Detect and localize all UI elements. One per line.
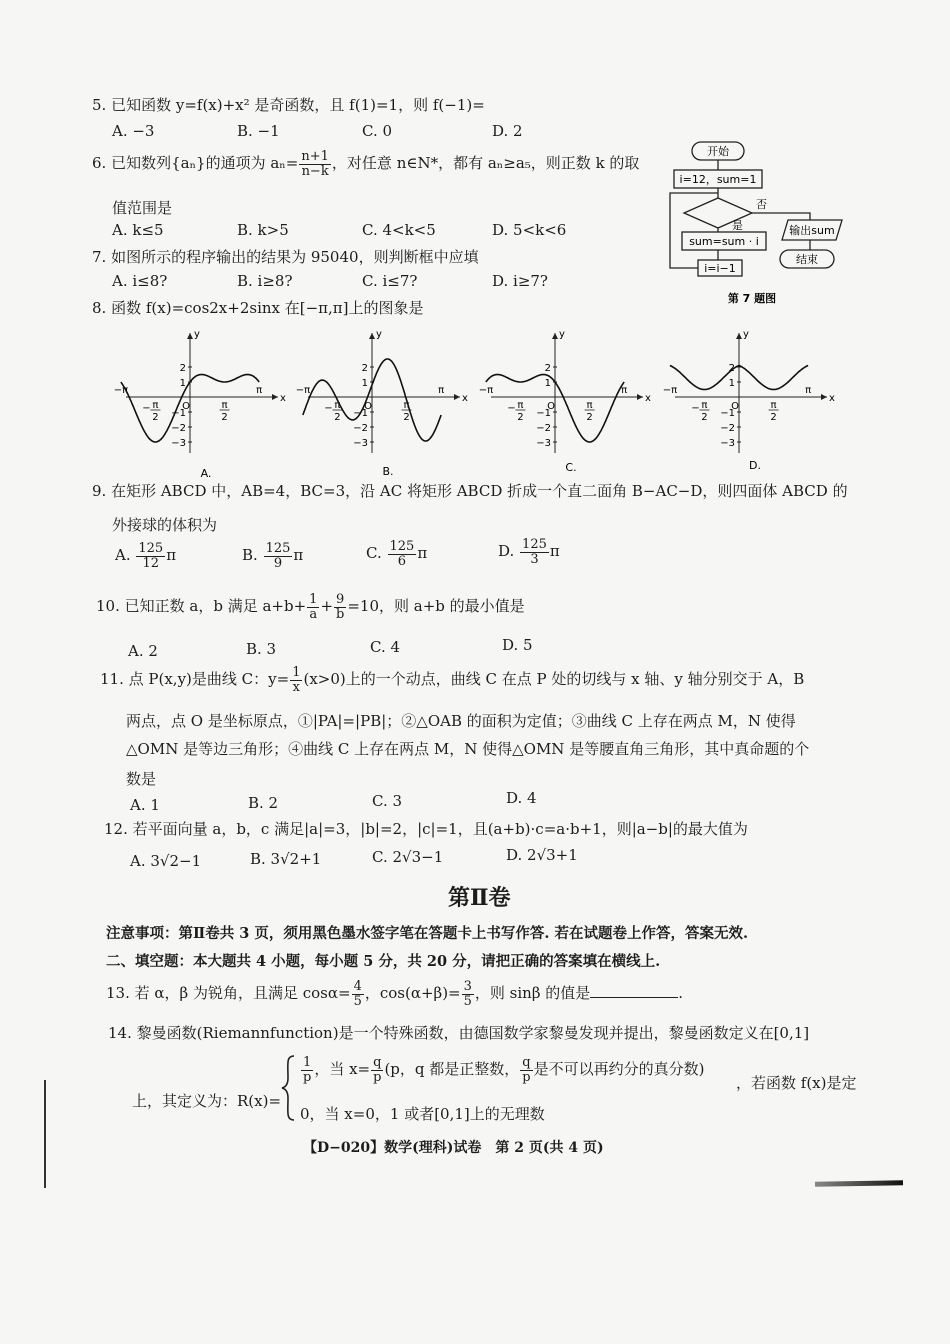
- q11-option-d: D. 4: [506, 789, 537, 807]
- q6-stem: 6. 已知数列{aₙ}的通项为 aₙ= $\frac{n+1}{n-k}$ ，对任意 n∈N*，都有 aₙ≥a₅，则正数 k 的取: [92, 149, 640, 179]
- q12-option-c: C. 2√3−1: [372, 848, 444, 866]
- x-axis-label: x: [829, 393, 835, 404]
- x-arrow-icon: [821, 394, 827, 400]
- y-tick-label: 2: [179, 363, 186, 374]
- y-axis-label: y: [194, 329, 200, 340]
- y-arrow-icon: [369, 333, 375, 339]
- graph-d: [662, 325, 842, 480]
- y-tick-label: −3: [720, 438, 735, 449]
- q10-option-c: C. 4: [370, 638, 401, 656]
- y-tick-label: −1: [536, 408, 551, 419]
- x-axis-label: x: [462, 393, 468, 404]
- y-tick-label: −2: [171, 423, 186, 434]
- y-tick-label: 1: [179, 378, 186, 389]
- flowchart-end-label: 结束: [796, 253, 818, 266]
- tick-neg-half-pi-sign: −: [142, 403, 151, 414]
- q5-option-b: B. −1: [237, 122, 280, 140]
- tick-neg-pi: −π: [478, 385, 494, 396]
- y-tick-label: −3: [536, 438, 551, 449]
- tick-neg-half-pi-num: π: [701, 400, 708, 411]
- y-tick-label: −2: [353, 423, 368, 434]
- flowchart-no-label: 否: [756, 198, 767, 211]
- tick-half-pi-den: 2: [221, 412, 228, 423]
- tick-neg-half-pi-den: 2: [517, 412, 524, 423]
- y-tick-label: −3: [171, 438, 186, 449]
- x-arrow-icon: [637, 394, 643, 400]
- q12-stem: 12. 若平面向量 a，b，c 满足|a|=3，|b|=2，|c|=1，且(a+b)·c=a·b+1，则|a−b|的最大值为: [104, 820, 748, 838]
- tick-neg-half-pi-den: 2: [334, 412, 341, 423]
- y-axis-label: y: [743, 329, 749, 340]
- q5-option-c: C. 0: [362, 122, 393, 140]
- q12-option-a: A. 3√2−1: [130, 852, 202, 870]
- graph-b-label: B.: [382, 465, 394, 478]
- q7-option-a: A. i≤8?: [112, 272, 168, 290]
- x-axis-label: x: [280, 393, 286, 404]
- y-tick-label: 1: [728, 378, 735, 389]
- q13-answer-blank[interactable]: [590, 983, 678, 998]
- graph-d-label: D.: [749, 459, 761, 472]
- tick-neg-half-pi-sign: −: [507, 403, 516, 414]
- origin-label: O: [364, 401, 372, 412]
- q11-line3: △OMN 是等边三角形；④曲线 C 上存在两点 M，N 使得△OMN 是等腰直角三角形，其中真命题的个: [126, 740, 810, 758]
- origin-label: O: [182, 401, 190, 412]
- flowchart-init-label: i=12，sum=1: [679, 173, 757, 186]
- x-arrow-icon: [272, 394, 278, 400]
- q12-option-b: B. 3√2+1: [250, 850, 322, 868]
- q12-option-d: D. 2√3+1: [506, 846, 578, 864]
- q11-option-c: C. 3: [372, 792, 403, 810]
- q7-stem: 7. 如图所示的程序输出的结果为 95040，则判断框中应填: [92, 248, 479, 266]
- q10-stem: 10. 已知正数 a，b 满足 a+b+ $\frac{1}{a}$ + $\frac{9}{b}$ =10，则 a+b 的最小值是: [96, 592, 525, 622]
- flowchart-step-label: i=i−1: [704, 262, 736, 275]
- tick-neg-pi: −π: [662, 385, 678, 396]
- scan-edge-mark: [815, 1180, 903, 1187]
- tick-pi: π: [621, 385, 628, 396]
- q9-option-a: A. $\frac{125}{12}$ π: [115, 541, 177, 571]
- flowchart-body-label: sum=sum · i: [689, 235, 759, 248]
- q14-line1: 14. 黎曼函数(Riemannfunction)是一个特殊函数，由德国数学家黎曼发现并提出，黎曼函数定义在[0,1]: [108, 1024, 810, 1042]
- section-heading: 二、填空题：本大题共 4 小题，每小题 5 分，共 20 分，请把正确的答案填在横线上.: [106, 953, 661, 970]
- q10-option-b: B. 3: [246, 640, 277, 658]
- part2-title: 第Ⅱ卷: [448, 885, 511, 911]
- q11-line2: 两点，点 O 是坐标原点，①|PA|=|PB|；②△OAB 的面积为定值；③曲线 C 上存在两点 M，N 使得: [126, 712, 796, 730]
- y-arrow-icon: [736, 333, 742, 339]
- q6-fraction: $\frac{n+1}{n-k}$: [301, 149, 329, 179]
- part2-notice: 注意事项：第Ⅱ卷共 3 页，须用黑色墨水签字笔在答题卡上书写作答. 若在试题卷上作答，答案无效.: [106, 925, 749, 942]
- graph-b: [295, 325, 475, 480]
- q14-tail: ，若函数 f(x)是定: [736, 1074, 857, 1092]
- y-arrow-icon: [187, 333, 193, 339]
- scan-edge-mark: [44, 1080, 46, 1188]
- q10-option-d: D. 5: [502, 636, 533, 654]
- q14-lead: 上，其定义为：R(x)=: [132, 1092, 282, 1110]
- y-tick-label: −2: [720, 423, 735, 434]
- q11-option-b: B. 2: [248, 794, 279, 812]
- flowchart-yes-label: 是: [732, 219, 743, 232]
- q7-option-d: D. i≥7?: [492, 272, 548, 290]
- y-axis-label: y: [559, 329, 565, 340]
- q9-stem-cont: 外接球的体积为: [112, 516, 218, 534]
- y-tick-label: −1: [353, 408, 368, 419]
- graph-a-label: A.: [200, 467, 212, 480]
- q6-option-d: D. 5<k<6: [492, 221, 567, 239]
- tick-neg-half-pi-num: π: [517, 400, 524, 411]
- y-axis-label: y: [376, 329, 382, 340]
- tick-half-pi-num: π: [403, 400, 410, 411]
- q5-stem: 5. 已知函数 y=f(x)+x² 是奇函数，且 f(1)=1，则 f(−1)=: [92, 96, 485, 114]
- page-footer: 【D−020】数学(理科)试卷 第 2 页(共 4 页): [303, 1140, 604, 1156]
- tick-pi: π: [256, 385, 263, 396]
- q9-option-c: C. $\frac{125}{6}$ π: [366, 539, 428, 569]
- flowchart-output-label: 输出sum: [789, 224, 835, 237]
- y-tick-label: −2: [536, 423, 551, 434]
- y-tick-label: 2: [361, 363, 368, 374]
- tick-pi: π: [438, 385, 445, 396]
- brace-icon: [280, 1054, 298, 1122]
- q6-stem-cont: 值范围是: [112, 199, 173, 217]
- y-arrow-icon: [552, 333, 558, 339]
- y-tick-label: −3: [353, 438, 368, 449]
- q10-option-a: A. 2: [128, 642, 158, 660]
- tick-half-pi-num: π: [221, 400, 228, 411]
- y-tick-label: 2: [728, 363, 735, 374]
- tick-neg-half-pi-num: π: [334, 400, 341, 411]
- tick-half-pi-den: 2: [403, 412, 410, 423]
- tick-neg-half-pi-sign: −: [324, 403, 333, 414]
- y-tick-label: −1: [171, 408, 186, 419]
- q14-case1: $\frac{1}{p}$ ，当 x= $\frac{q}{p}$ (p，q 都是正整数， $\frac{q}{p}$ 是不可以再约分的真分数): [303, 1055, 705, 1085]
- tick-neg-pi: −π: [295, 385, 311, 396]
- flowchart-start-label: 开始: [707, 145, 729, 158]
- q9-stem: 9. 在矩形 ABCD 中，AB=4，BC=3，沿 AC 将矩形 ABCD 折成一个直二面角 B−AC−D，则四面体 ABCD 的: [92, 482, 848, 500]
- flowchart-caption: 第 7 题图: [727, 292, 777, 305]
- graph-a: [113, 325, 293, 480]
- tick-neg-half-pi-sign: −: [691, 403, 700, 414]
- q11-stem: 11. 点 P(x,y)是曲线 C：y= $\frac{1}{x}$ (x>0)上的一个动点，曲线 C 在点 P 处的切线与 x 轴、y 轴分别交于 A，B: [100, 665, 805, 695]
- tick-neg-half-pi-den: 2: [152, 412, 159, 423]
- tick-half-pi-den: 2: [770, 412, 777, 423]
- x-axis-label: x: [645, 393, 651, 404]
- y-tick-label: −1: [720, 408, 735, 419]
- tick-neg-half-pi-num: π: [152, 400, 159, 411]
- tick-half-pi-den: 2: [586, 412, 593, 423]
- graph-c-label: C.: [565, 461, 577, 474]
- y-tick-label: 1: [361, 378, 368, 389]
- tick-neg-pi: −π: [113, 385, 129, 396]
- y-tick-label: 1: [544, 378, 551, 389]
- q7-option-b: B. i≥8?: [237, 272, 293, 290]
- q6-option-b: B. k>5: [237, 221, 289, 239]
- q8-stem: 8. 函数 f(x)=cos2x+2sinx 在[−π,π]上的图象是: [92, 299, 424, 317]
- q9-option-b: B. $\frac{125}{9}$ π: [242, 541, 304, 571]
- tick-pi: π: [805, 385, 812, 396]
- q14-case2: 0，当 x=0，1 或者[0,1]上的无理数: [300, 1105, 545, 1123]
- flowchart: [660, 138, 860, 318]
- q11-option-a: A. 1: [130, 796, 160, 814]
- origin-label: O: [547, 401, 555, 412]
- q6-option-c: C. 4<k<5: [362, 221, 436, 239]
- q5-option-a: A. −3: [112, 122, 155, 140]
- origin-label: O: [731, 401, 739, 412]
- q7-option-c: C. i≤7?: [362, 272, 418, 290]
- y-tick-label: 2: [544, 363, 551, 374]
- q11-line4: 数是: [126, 770, 157, 788]
- tick-neg-half-pi-den: 2: [701, 412, 708, 423]
- q13-stem: 13. 若 α，β 为锐角，且满足 cosα= $\frac{4}{5}$ ，cos(α+β)= $\frac{3}{5}$ ，则 sinβ 的值是 .: [106, 979, 684, 1009]
- q9-option-d: D. $\frac{125}{3}$ π: [498, 537, 560, 567]
- x-arrow-icon: [454, 394, 460, 400]
- tick-half-pi-num: π: [770, 400, 777, 411]
- tick-half-pi-num: π: [586, 400, 593, 411]
- graph-c: [478, 325, 658, 480]
- q6-option-a: A. k≤5: [112, 221, 164, 239]
- q5-option-d: D. 2: [492, 122, 523, 140]
